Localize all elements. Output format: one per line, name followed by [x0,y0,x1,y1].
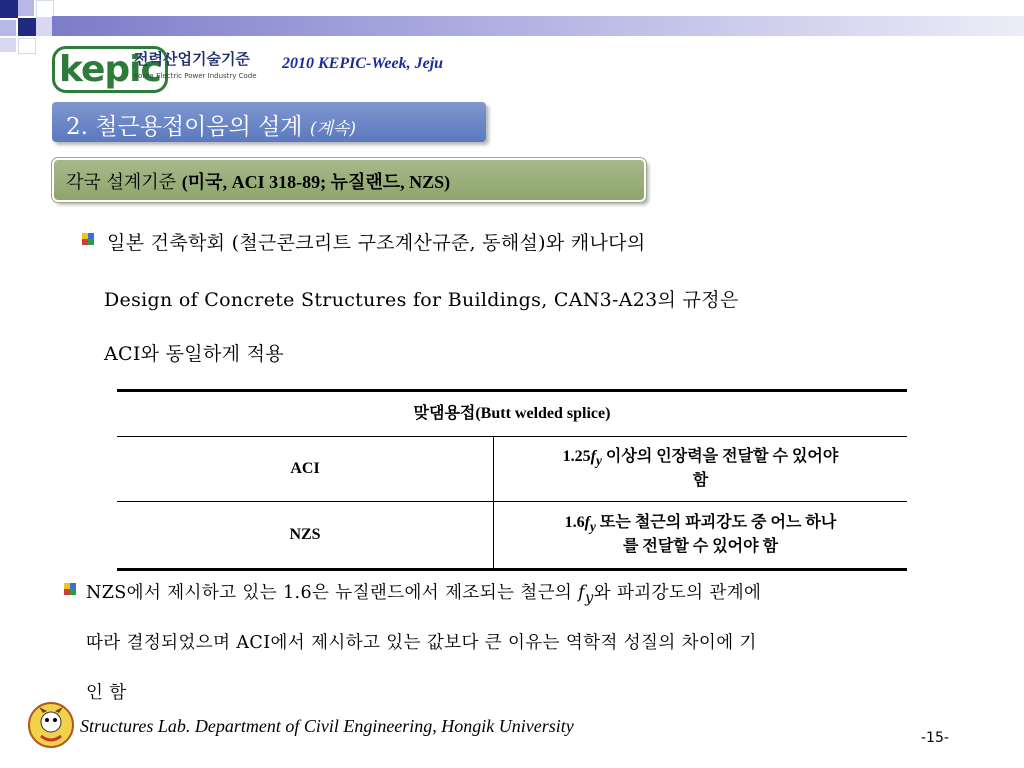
code-cell-nzs: NZS [117,502,494,570]
code-cell-aci: ACI [117,437,494,502]
decor-square [0,0,18,18]
subtitle-codes: (미국, ACI 318-89; 뉴질랜드, NZS) [181,172,451,192]
bullet-icon [64,583,76,595]
footer-text: Structures Lab. Department of Civil Engineering, Hongik University [80,716,574,736]
table-header-row [117,391,907,437]
section-title-suffix: (계속) [309,119,356,139]
decor-square [0,20,16,36]
paragraph2-line1: NZS에서 제시하고 있는 1.6은 뉴질랜드에서 제조되는 철근의 $f_y$와 파괴강도의 관계에 [86,583,762,607]
butt-splice-table [117,389,907,571]
paragraph1-line3: ACI와 동일하게 적용 [104,343,284,365]
paragraph1-line1: 일본 건축학회 (철근콘크리트 구조계산규준, 동해설)와 캐나다의 [107,232,646,254]
paragraph1-line2: Design of Concrete Structures for Buildings, CAN3-A23의 규정은 [104,289,739,311]
subsection-heading [52,158,646,202]
bullet-icon [82,233,94,245]
page-number: -15- [921,730,949,746]
decor-square [18,0,34,16]
kepic-logo [50,44,260,94]
requirement-cell-nzs: $1.6f_y$ 또는 철근의 파괴강도 중 어느 하나 를 전달할 수 있어야 함 [494,502,908,570]
decor-square [0,38,16,52]
event-title: 2010 KEPIC-Week, Jeju [282,55,444,72]
decor-square [18,18,36,36]
table-row [117,437,907,502]
decor-square [18,38,36,54]
university-mascot-icon [28,702,74,748]
logo-english-text: Korea Electric Power Industry Code [134,72,257,80]
logo-korean-text: 전력산업기술기준 [134,50,250,68]
logo-mark: kepic [52,46,168,93]
subtitle-korean: 각국 설계기준 [66,172,177,193]
table-header: 맞댐용접(Butt welded splice) [117,391,907,437]
paragraph2-line3: 인 함 [86,683,127,703]
decor-square [36,18,52,36]
paragraph2-line2: 따라 결정되었으며 ACI에서 제시하고 있는 값보다 큰 이유는 역학적 성질의 차이에 기 [86,633,757,653]
header-bar [52,16,1024,36]
table-row [117,502,907,570]
section-heading [52,102,486,142]
requirement-cell-aci: $1.25f_y$ 이상의 인장력을 전달할 수 있어야 함 [494,437,908,502]
section-title: 2. 철근용접이음의 설계 [66,114,303,140]
